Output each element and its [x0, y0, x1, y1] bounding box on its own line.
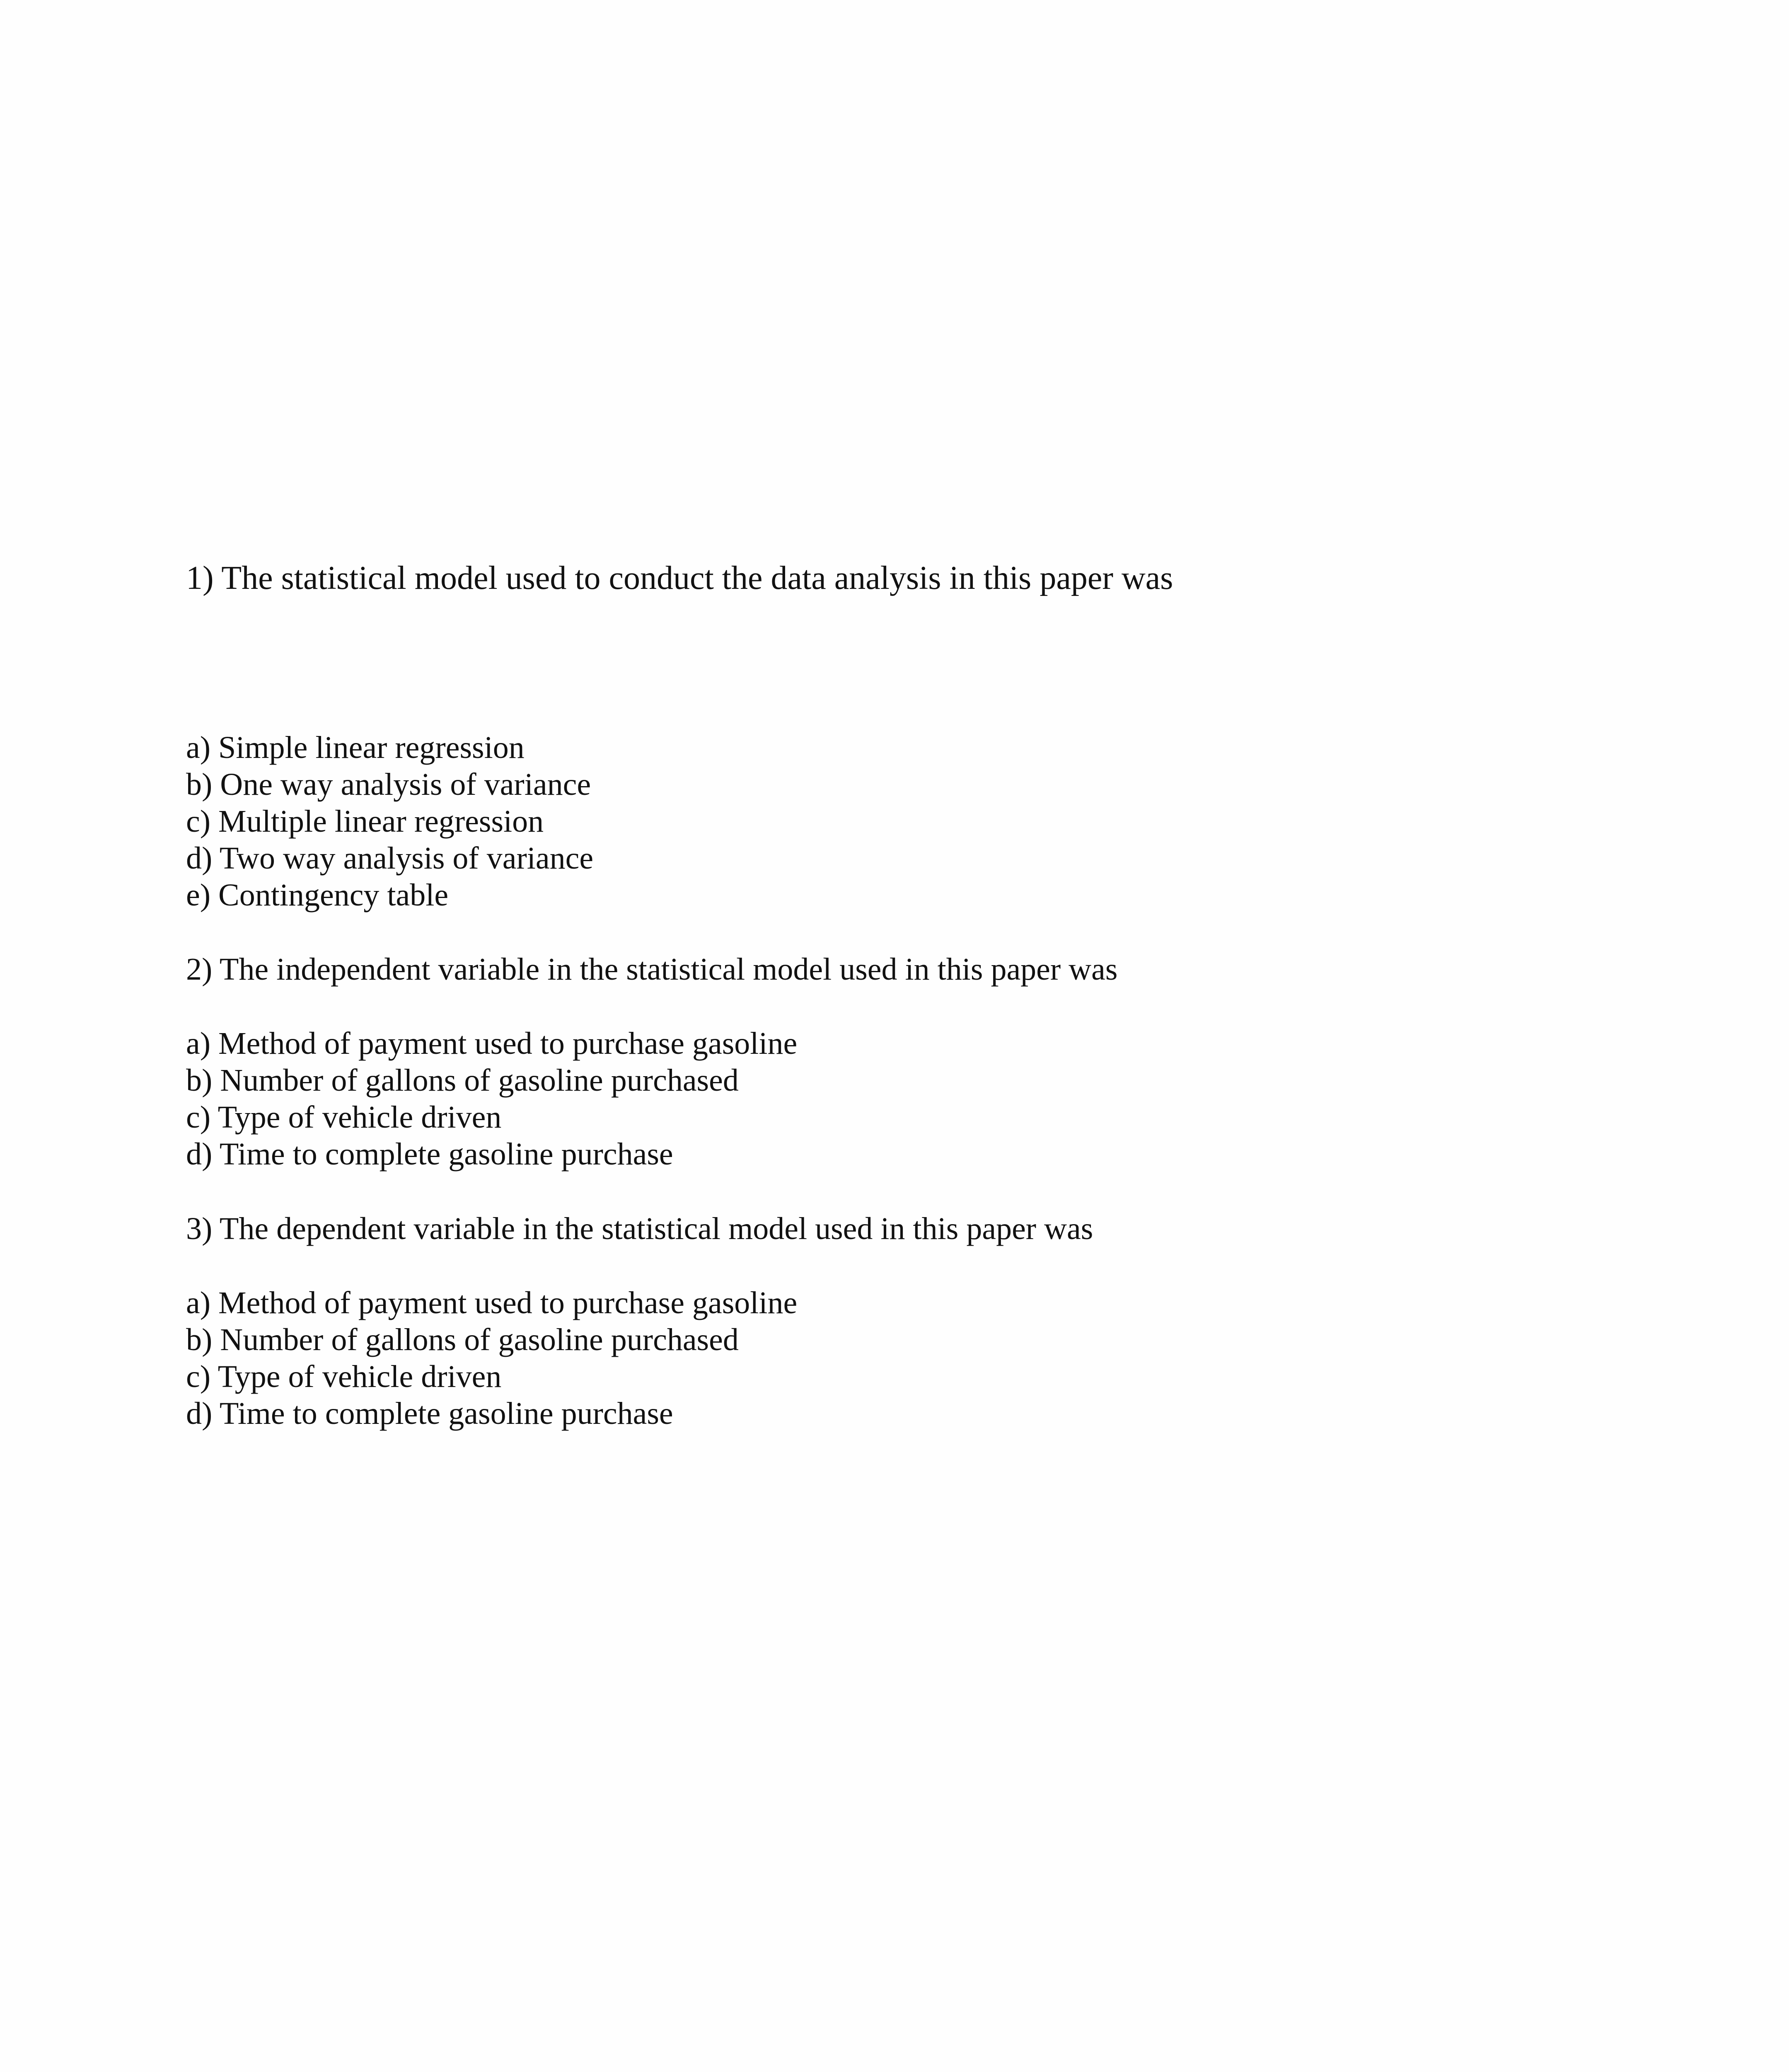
question-1-option-b: b) One way analysis of variance: [186, 767, 591, 802]
question-2-options: [186, 1025, 797, 1173]
question-3-prompt: 3) The dependent variable in the statistical model used in this paper was: [186, 1211, 1093, 1246]
question-3-options: [186, 1285, 797, 1432]
question-1-option-e: e) Contingency table: [186, 878, 449, 913]
question-3-option-d: d) Time to complete gasoline purchase: [186, 1396, 673, 1431]
question-3-option-b: b) Number of gallons of gasoline purchased: [186, 1322, 739, 1357]
question-1-prompt: 1) The statistical model used to conduct the data analysis in this paper was: [186, 560, 1173, 596]
question-3-option-a: a) Method of payment used to purchase gasoline: [186, 1285, 798, 1320]
question-2-option-a: a) Method of payment used to purchase gasoline: [186, 1026, 798, 1061]
question-1-options: [186, 729, 593, 914]
question-2-option-c: c) Type of vehicle driven: [186, 1100, 502, 1135]
question-2-option-d: d) Time to complete gasoline purchase: [186, 1137, 673, 1172]
question-2-option-b: b) Number of gallons of gasoline purchased: [186, 1063, 739, 1098]
question-1-option-c: c) Multiple linear regression: [186, 804, 544, 839]
question-2-prompt: 2) The independent variable in the statistical model used in this paper was: [186, 952, 1118, 987]
question-1-option-a: a) Simple linear regression: [186, 730, 525, 765]
question-1-option-d: d) Two way analysis of variance: [186, 841, 594, 876]
question-3-option-c: c) Type of vehicle driven: [186, 1359, 502, 1394]
